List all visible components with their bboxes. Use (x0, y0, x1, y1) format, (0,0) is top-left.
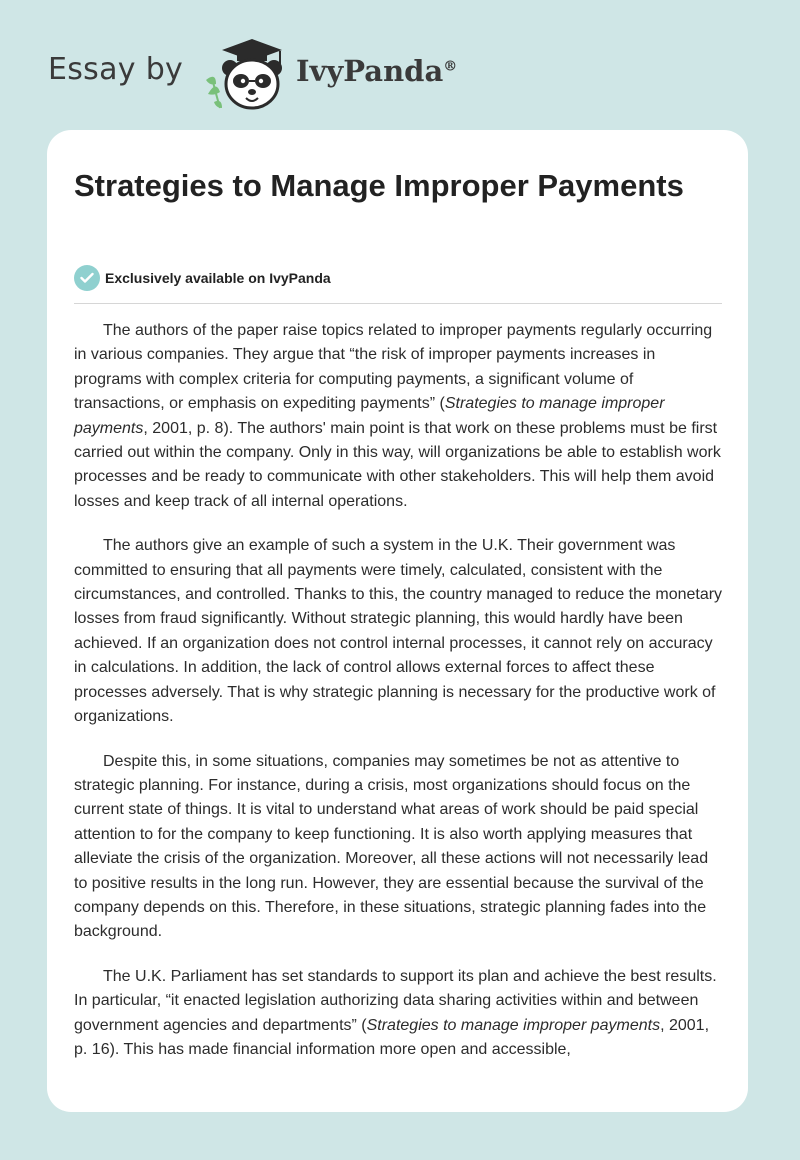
title-divider (74, 303, 722, 304)
essay-title: Strategies to Manage Improper Payments (74, 168, 684, 203)
paragraph-text: , 2001, p. 8). The authors' main point is that work on these problems must be first carried out within the company. Only in this way, will organizations be able to establish work processes and be ready to communicate with other stakeholders. This will help them avoid losses and keep track of all internal operations. (74, 419, 721, 510)
paragraph-text: The U.K. Parliament has set standards to support its plan and achieve the best results. In particular, “it enacted legislation authorizing data sharing activities within and between government agencies and departments” ( (74, 967, 717, 1034)
panda-graduate-logo-icon (200, 36, 290, 112)
citation-title: Strategies to manage improper payments (366, 1016, 661, 1034)
essay-body (74, 319, 724, 1082)
essay-paragraph (74, 319, 724, 514)
badge-text: Exclusively available on IvyPanda (105, 270, 331, 286)
essay-card (47, 130, 748, 1112)
check-circle-icon (74, 265, 100, 291)
citation-title: Strategies to manage improper payments (74, 395, 665, 437)
site-brand[interactable] (48, 34, 528, 114)
brand-prefix: Essay by (48, 52, 184, 87)
brand-name: IvyPanda® (296, 54, 458, 88)
exclusive-badge (74, 265, 331, 291)
paragraph-text: The authors give an example of such a system in the U.K. Their government was committed to ensuring that all payments were timely, calculated, consistent with the circumstances, and controlled. Thanks to this, the country managed to reduce the monetary losses from fraud significantly. Without strategic planning, this would hardly have been achieved. If an organization does not control internal processes, it cannot rely on accuracy in calculations. In addition, the lack of control allows external forces to affect these processes adversely. That is why strategic planning is necessary for the productive work of organizations. (74, 537, 723, 726)
essay-paragraph (74, 534, 724, 729)
paragraph-text: Despite this, in some situations, companies may sometimes be not as attentive to strategic planning. For instance, during a crisis, most organizations should focus on the current state of things. It is vital to understand what areas of work should be paid special attention to for the company to keep functioning. It is also worth applying measures that alleviate the crisis of the organization. Moreover, all these actions will not necessarily lead to positive results in the long run. However, they are essential because the survival of the company depends on this. Therefore, in these situations, strategic planning fades into the background. (74, 752, 709, 941)
paragraph-text: The authors of the paper raise topics related to improper payments regularly occurring in various companies. They argue that “the risk of improper payments increases in programs with complex criteria for computing payments, a significant volume of transactions, or emphasis on expediting payments” ( (74, 322, 713, 413)
paragraph-text: , 2001, p. 16). This has made financial information more open and accessible, (74, 1016, 710, 1058)
essay-paragraph (74, 965, 724, 1063)
essay-paragraph (74, 750, 724, 945)
